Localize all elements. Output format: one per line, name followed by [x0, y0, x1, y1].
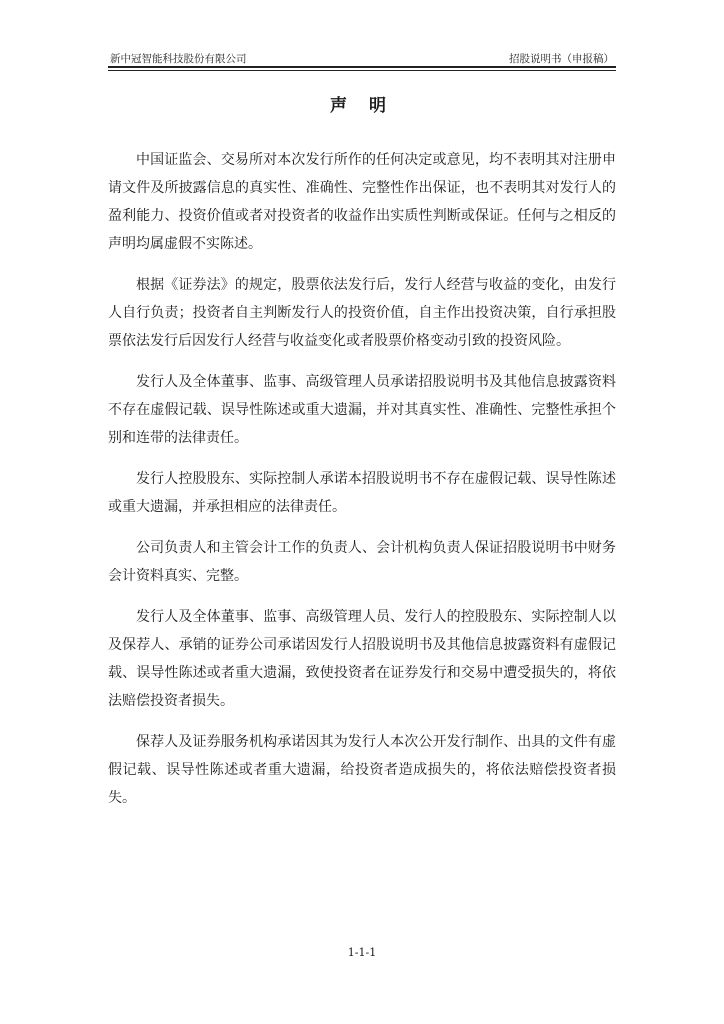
page-title: 声 明 — [330, 96, 394, 116]
declaration-body — [108, 146, 616, 825]
paragraph: 发行人及全体董事、监事、高级管理人员承诺招股说明书及其他信息披露资料不存在虚假记载、误导性陈述或重大遗漏，并对其真实性、准确性、完整性承担个别和连带的法律责任。 — [108, 374, 616, 446]
page-number: 1-1-1 — [347, 946, 377, 959]
paragraph: 中国证监会、交易所对本次发行所作的任何决定或意见，均不表明其对注册申请文件及所披露信息的真实性、准确性、完整性作出保证，也不表明其对发行人的盈利能力、投资价值或者对投资者的收益作出实质性判断或保证。任何与之相反的声明均属虚假不实陈述。 — [108, 152, 616, 252]
paragraph: 保荐人及证券服务机构承诺因其为发行人本次公开发行制作、出具的文件有虚假记载、误导性陈述或者重大遗漏，给投资者造成损失的，将依法赔偿投资者损失。 — [108, 734, 616, 806]
header-rule-thick — [108, 66, 616, 68]
paragraph: 发行人控股股东、实际控制人承诺本招股说明书不存在虚假记载、误导性陈述或重大遗漏，并承担相应的法律责任。 — [108, 471, 616, 515]
page-header — [108, 52, 616, 66]
paragraph: 发行人及全体董事、监事、高级管理人员、发行人的控股股东、实际控制人以及保荐人、承销的证券公司承诺因发行人招股说明书及其他信息披露资料有虚假记载、误导性陈述或者重大遗漏，致使投资者在证券发行和交易中遭受损失的，将依法赔偿投资者损失。 — [108, 609, 616, 709]
paragraph: 根据《证券法》的规定，股票依法发行后，发行人经营与收益的变化，由发行人自行负责；投资者自主判断发行人的投资价值，自主作出投资决策，自行承担股票依法发行后因发行人经营与收益变化或者股票价格变动引致的投资风险。 — [108, 277, 616, 349]
header-company-name: 新中冠智能科技股份有限公司 — [110, 53, 247, 65]
header-rule-thin — [108, 70, 616, 71]
paragraph: 公司负责人和主管会计工作的负责人、会计机构负责人保证招股说明书中财务会计资料真实、完整。 — [108, 540, 616, 584]
header-document-type: 招股说明书（申报稿） — [509, 53, 614, 65]
